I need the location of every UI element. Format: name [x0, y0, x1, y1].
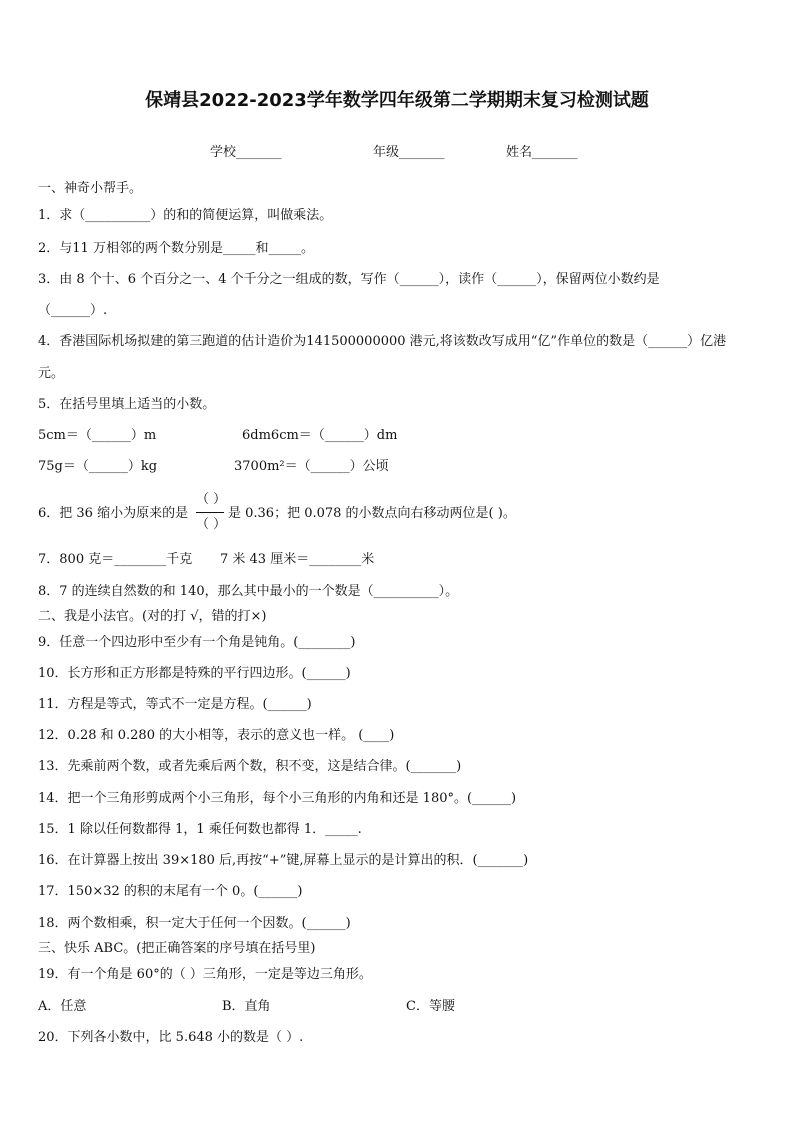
question-15: 15．1 除以任何数都得 1，1 乘任何数也都得 1．_____.	[38, 822, 362, 837]
question-5-item-b: 6dm6cm＝（______）dm	[242, 428, 398, 443]
question-20: 20．下列各小数中，比 5.648 小的数是（ ）.	[38, 1030, 304, 1045]
page-title: 保靖县2022-2023学年数学四年级第二学期期末复习检测试题	[145, 90, 649, 111]
question-6-part-b: 是 0.36；把 0.078 的小数点向右移动两位是( )。	[228, 506, 516, 521]
question-5: 5．在括号里填上适当的小数。	[38, 397, 216, 412]
question-19-option-a: A．任意	[38, 999, 87, 1014]
fraction-denominator: （ ）	[196, 517, 227, 532]
section-heading-2: 二、我是小法官。(对的打 √，错的打×)	[38, 609, 267, 624]
question-1: 1．求（__________）的和的简便运算，叫做乘法。	[38, 208, 333, 223]
section-heading-3: 三、快乐 ABC。(把正确答案的序号填在括号里)	[38, 941, 316, 956]
question-5-item-c: 75g＝（______）kg	[38, 459, 158, 474]
grade-field: 年级_______	[373, 145, 445, 160]
question-4-continued: 元。	[38, 366, 65, 381]
question-2: 2．与11 万相邻的两个数分别是_____和_____。	[38, 241, 314, 256]
question-13: 13．先乘前两个数，或者先乘后两个数，积不变，这是结合律。(_______)	[38, 759, 462, 774]
question-16: 16．在计算器上按出 39×180 后,再按“+”键,屏幕上显示的是计算出的积．(_______)	[38, 853, 529, 868]
question-5-item-a: 5cm＝（______）m	[38, 428, 157, 443]
question-14: 14．把一个三角形剪成两个小三角形，每个小三角形的内角和还是 180°。(______)	[38, 791, 517, 806]
section-heading-1: 一、神奇小帮手。	[38, 181, 143, 196]
question-17: 17．150×32 的积的末尾有一个 0。(______)	[38, 884, 303, 899]
fraction-numerator: （ ）	[196, 492, 227, 507]
question-11: 11．方程是等式，等式不一定是方程。(______)	[38, 697, 312, 712]
question-5-item-d: 3700m²＝（______）公顷	[234, 459, 389, 474]
question-10: 10．长方形和正方形都是特殊的平行四边形。(______)	[38, 666, 351, 681]
question-7-part-b: 7 米 43 厘米＝________米	[220, 552, 375, 567]
school-field: 学校_______	[210, 145, 282, 160]
question-6-fraction	[196, 489, 227, 537]
question-12: 12．0.28 和 0.280 的大小相等，表示的意义也一样。 (____)	[38, 728, 395, 743]
fraction-bar	[196, 512, 224, 513]
question-6-part-a: 6．把 36 缩小为原来的是	[38, 506, 189, 521]
question-19: 19．有一个角是 60°的（ ）三角形，一定是等边三角形。	[38, 967, 372, 982]
question-4: 4．香港国际机场拟建的第三跑道的估计造价为141500000000 港元,将该数改写成用“亿”作单位的数是（______）亿港	[38, 334, 727, 349]
question-18: 18．两个数相乘，积一定大于任何一个因数。(______)	[38, 916, 351, 931]
question-19-option-c: C．等腰	[406, 999, 455, 1014]
question-3-continued: （______）.	[38, 303, 108, 318]
question-19-option-b: B．直角	[222, 999, 271, 1014]
question-7-part-a: 7．800 克＝________千克	[38, 552, 193, 567]
question-9: 9．任意一个四边形中至少有一个角是钝角。(________)	[38, 635, 356, 650]
name-field: 姓名_______	[506, 145, 578, 160]
question-3: 3．由 8 个十、6 个百分之一、4 个千分之一组成的数，写作（______），读作（______），保留两位小数约是	[38, 272, 660, 287]
question-8: 8．7 的连续自然数的和 140，那么其中最小的一个数是（__________）。	[38, 584, 459, 599]
